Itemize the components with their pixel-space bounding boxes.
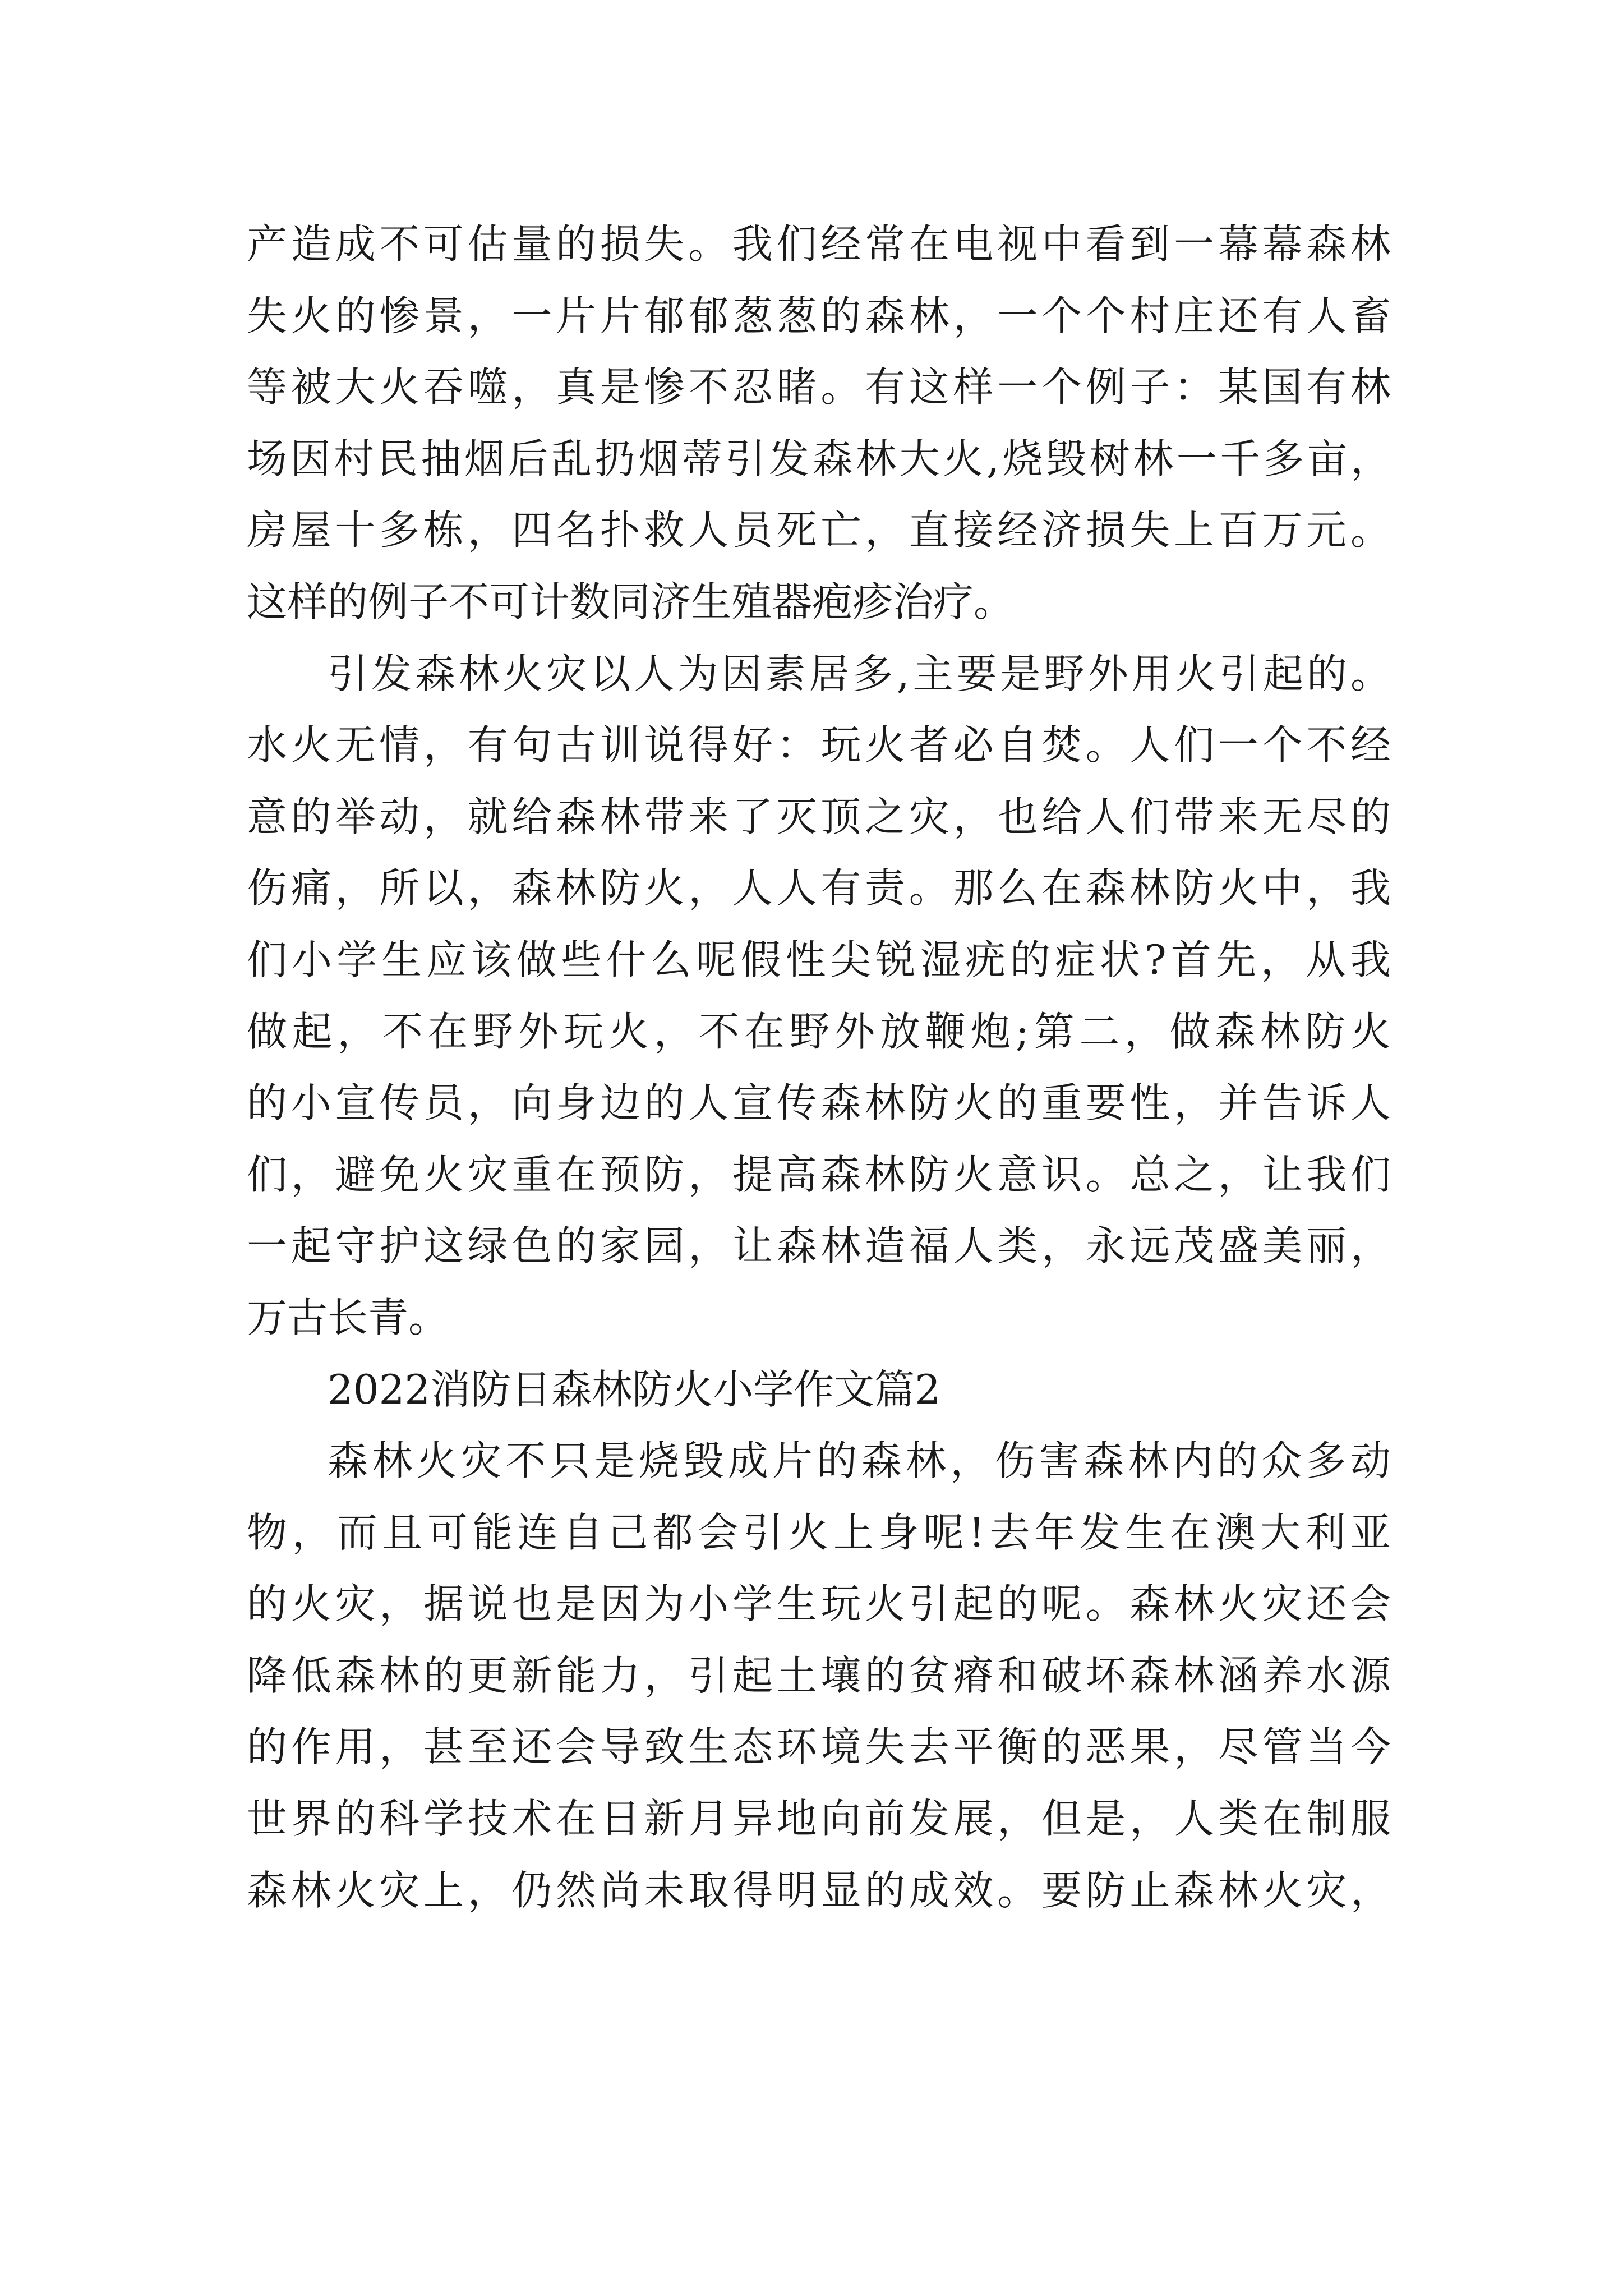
text-line: 的作用，甚至还会导致生态环境失去平衡的恶果，尽管当今	[247, 1723, 1391, 1771]
text-line: 们，避免火灾重在预防，提高森林防火意识。总之，让我们	[247, 1151, 1391, 1198]
paragraph-first-line: 森林火灾不只是烧毁成片的森林，伤害森林内的众多动	[328, 1437, 1391, 1485]
text-line: 水火无情，有句古训说得好：玩火者必自焚。人们一个不经	[247, 721, 1391, 769]
text-line: 房屋十多栋，四名扑救人员死亡，直接经济损失上百万元。	[247, 507, 1391, 554]
text-line: 做起，不在野外玩火，不在野外放鞭炮;第二，做森林防火	[247, 1007, 1391, 1055]
text-line: 森林火灾上，仍然尚未取得明显的成效。要防止森林火灾，	[247, 1866, 1391, 1914]
text-line: 的小宣传员，向身边的人宣传森林防火的重要性，并告诉人	[247, 1079, 1391, 1127]
text-line: 一起守护这绿色的家园，让森林造福人类，永远茂盛美丽，	[247, 1222, 1391, 1270]
text-line: 产造成不可估量的损失。我们经常在电视中看到一幕幕森林	[247, 220, 1391, 268]
text-line: 物，而且可能连自己都会引火上身呢!去年发生在澳大利亚	[247, 1508, 1391, 1556]
text-line: 的火灾，据说也是因为小学生玩火引起的呢。森林火灾还会	[247, 1580, 1391, 1628]
text-line: 场因村民抽烟后乱扔烟蒂引发森林大火,烧毁树林一千多亩，	[247, 435, 1391, 482]
document-body	[247, 209, 1391, 1926]
text-line: 伤痛，所以，森林防火，人人有责。那么在森林防火中，我	[247, 864, 1391, 912]
paragraph-first-line: 引发森林火灾以人为因素居多,主要是野外用火引起的。	[328, 650, 1391, 697]
text-line: 意的举动，就给森林带来了灭顶之灾，也给人们带来无尽的	[247, 793, 1391, 840]
text-line: 这样的例子不可计数同济生殖器疱疹治疗。	[247, 578, 1015, 625]
text-line: 万古长青。	[247, 1294, 449, 1341]
text-line: 失火的惨景，一片片郁郁葱葱的森林，一个个村庄还有人畜	[247, 292, 1391, 339]
section-heading: 2022消防日森林防火小学作文篇2	[328, 1365, 941, 1413]
text-line: 等被大火吞噬，真是惨不忍睹。有这样一个例子：某国有林	[247, 364, 1391, 411]
text-line: 们小学生应该做些什么呢假性尖锐湿疣的症状?首先，从我	[247, 936, 1391, 983]
text-line: 降低森林的更新能力，引起土壤的贫瘠和破坏森林涵养水源	[247, 1651, 1391, 1699]
text-line: 世界的科学技术在日新月异地向前发展，但是，人类在制服	[247, 1795, 1391, 1843]
